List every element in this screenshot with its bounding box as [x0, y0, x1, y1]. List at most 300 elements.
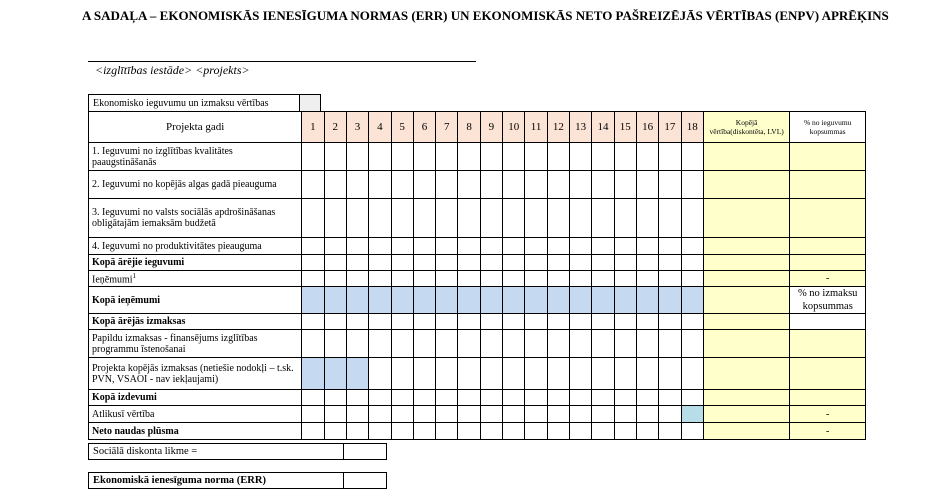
year-cell[interactable] — [525, 423, 547, 440]
year-cell[interactable] — [570, 314, 592, 330]
year-cell[interactable] — [436, 330, 458, 358]
year-cell[interactable] — [480, 143, 502, 171]
total-value-cell[interactable] — [703, 255, 790, 271]
year-cell[interactable] — [659, 199, 681, 238]
year-cell[interactable] — [302, 406, 324, 423]
year-cell[interactable] — [413, 271, 435, 287]
year-cell[interactable] — [592, 238, 614, 255]
year-cell[interactable] — [324, 406, 346, 423]
year-cell[interactable] — [436, 287, 458, 314]
year-cell[interactable] — [681, 143, 703, 171]
year-cell[interactable] — [570, 330, 592, 358]
year-cell[interactable] — [570, 255, 592, 271]
year-cell[interactable] — [614, 390, 636, 406]
row-label — [89, 143, 302, 171]
year-cell[interactable] — [324, 143, 346, 171]
year-cell[interactable] — [480, 406, 502, 423]
year-cell[interactable] — [369, 238, 391, 255]
year-cell[interactable] — [570, 287, 592, 314]
pct-cell — [790, 238, 866, 255]
year-cell[interactable] — [659, 390, 681, 406]
year-cell[interactable] — [458, 406, 480, 423]
year-cell[interactable] — [570, 238, 592, 255]
year-cell[interactable] — [503, 423, 525, 440]
year-cell[interactable] — [592, 406, 614, 423]
table-row — [89, 314, 866, 330]
year-cell[interactable] — [413, 390, 435, 406]
year-cell[interactable] — [324, 199, 346, 238]
table-row — [89, 255, 866, 271]
year-cell[interactable] — [570, 199, 592, 238]
discount-rate-value[interactable] — [344, 444, 387, 460]
year-cell[interactable] — [547, 406, 569, 423]
year-cell[interactable] — [458, 171, 480, 199]
total-value-cell[interactable] — [703, 143, 790, 171]
total-value-cell[interactable] — [703, 271, 790, 287]
evaluation-header-box — [88, 94, 321, 112]
year-cell[interactable] — [413, 423, 435, 440]
year-cell[interactable] — [525, 390, 547, 406]
year-cell[interactable] — [547, 271, 569, 287]
year-cell[interactable] — [346, 143, 368, 171]
year-cell[interactable] — [636, 238, 658, 255]
year-cell[interactable] — [369, 358, 391, 390]
year-cell[interactable] — [458, 390, 480, 406]
year-header: 18 — [681, 112, 703, 143]
total-value-cell[interactable] — [703, 199, 790, 238]
year-cell[interactable] — [614, 255, 636, 271]
year-header: 14 — [592, 112, 614, 143]
year-cell[interactable] — [480, 255, 502, 271]
year-cell[interactable] — [636, 271, 658, 287]
year-label: Projekta gadi — [89, 112, 302, 143]
row-label — [89, 171, 302, 199]
year-cell[interactable] — [592, 199, 614, 238]
row-label-text: Kopā ārējās izmaksas — [92, 316, 186, 327]
year-header: 6 — [413, 112, 435, 143]
year-cell[interactable] — [413, 199, 435, 238]
year-cell[interactable] — [413, 238, 435, 255]
total-value-cell[interactable] — [703, 238, 790, 255]
err-value[interactable] — [344, 473, 387, 489]
year-cell[interactable] — [592, 330, 614, 358]
year-cell[interactable] — [681, 255, 703, 271]
year-cell[interactable] — [480, 238, 502, 255]
year-cell[interactable] — [503, 238, 525, 255]
err-box — [88, 472, 387, 489]
evaluation-header-cell[interactable] — [300, 95, 321, 112]
err-label: Ekonomiskā ienesīguma norma (ERR) — [89, 473, 344, 489]
year-cell[interactable] — [614, 238, 636, 255]
row-label-text: Kopā ieņēmumi — [92, 294, 161, 306]
year-cell[interactable] — [391, 199, 413, 238]
year-cell[interactable] — [636, 171, 658, 199]
year-cell[interactable] — [636, 406, 658, 423]
year-cell[interactable] — [413, 171, 435, 199]
row-label-text: 1. Ieguvumi no izglītības kvalitātes paaugstināšanās — [92, 145, 233, 168]
year-cell[interactable] — [391, 358, 413, 390]
year-cell[interactable] — [570, 406, 592, 423]
year-cell[interactable] — [614, 287, 636, 314]
year-cell[interactable] — [547, 423, 569, 440]
year-cell[interactable] — [480, 199, 502, 238]
year-cell[interactable] — [346, 171, 368, 199]
year-cell[interactable] — [592, 358, 614, 390]
year-cell[interactable] — [324, 423, 346, 440]
table-row — [89, 330, 866, 358]
year-cell[interactable] — [302, 314, 324, 330]
year-cell[interactable] — [369, 287, 391, 314]
year-cell[interactable] — [614, 406, 636, 423]
year-cell[interactable] — [525, 171, 547, 199]
year-cell[interactable] — [636, 314, 658, 330]
year-cell[interactable] — [413, 330, 435, 358]
row-label-text: 4. Ieguvumi no produktivitātes pieauguma — [92, 240, 262, 252]
year-cell[interactable] — [480, 390, 502, 406]
year-cell[interactable] — [592, 314, 614, 330]
year-header: 16 — [636, 112, 658, 143]
year-cell[interactable] — [436, 358, 458, 390]
year-cell[interactable] — [458, 314, 480, 330]
year-cell[interactable] — [436, 238, 458, 255]
year-cell[interactable] — [525, 143, 547, 171]
year-cell[interactable] — [659, 143, 681, 171]
year-cell[interactable] — [369, 406, 391, 423]
year-cell[interactable] — [436, 406, 458, 423]
year-cell[interactable] — [525, 255, 547, 271]
year-cell[interactable] — [391, 406, 413, 423]
year-cell[interactable] — [659, 255, 681, 271]
year-cell[interactable] — [681, 390, 703, 406]
year-cell[interactable] — [458, 358, 480, 390]
table-row — [89, 143, 866, 171]
year-cell[interactable] — [369, 143, 391, 171]
year-cell[interactable] — [525, 314, 547, 330]
year-cell[interactable] — [614, 358, 636, 390]
year-cell[interactable] — [302, 271, 324, 287]
year-cell[interactable] — [302, 238, 324, 255]
year-cell[interactable] — [570, 358, 592, 390]
year-cell[interactable] — [436, 199, 458, 238]
year-cell[interactable] — [503, 287, 525, 314]
year-cell[interactable] — [391, 143, 413, 171]
year-header: 15 — [614, 112, 636, 143]
year-cell[interactable] — [458, 330, 480, 358]
year-cell[interactable] — [592, 271, 614, 287]
year-cell[interactable] — [659, 406, 681, 423]
year-cell[interactable] — [659, 358, 681, 390]
year-cell[interactable] — [636, 330, 658, 358]
year-cell[interactable] — [346, 287, 368, 314]
year-cell[interactable] — [369, 271, 391, 287]
year-cell[interactable] — [413, 255, 435, 271]
year-cell[interactable] — [525, 199, 547, 238]
year-cell[interactable] — [413, 406, 435, 423]
year-cell[interactable] — [592, 143, 614, 171]
year-cell[interactable] — [346, 330, 368, 358]
year-cell[interactable] — [391, 255, 413, 271]
year-cell[interactable] — [369, 199, 391, 238]
year-cell[interactable] — [636, 199, 658, 238]
year-cell[interactable] — [346, 390, 368, 406]
row-label — [89, 358, 302, 390]
year-cell[interactable] — [503, 314, 525, 330]
year-cell[interactable] — [503, 255, 525, 271]
year-cell[interactable] — [346, 199, 368, 238]
year-cell[interactable] — [324, 314, 346, 330]
year-cell[interactable] — [391, 271, 413, 287]
year-cell[interactable] — [659, 314, 681, 330]
year-cell[interactable] — [346, 271, 368, 287]
underline — [88, 61, 476, 62]
year-header: 7 — [436, 112, 458, 143]
year-cell[interactable] — [592, 171, 614, 199]
year-cell[interactable] — [480, 271, 502, 287]
year-cell[interactable] — [480, 358, 502, 390]
year-cell[interactable] — [324, 287, 346, 314]
year-cell[interactable] — [681, 171, 703, 199]
year-cell[interactable] — [614, 423, 636, 440]
year-cell[interactable] — [681, 358, 703, 390]
year-cell[interactable] — [614, 199, 636, 238]
year-cell[interactable] — [391, 287, 413, 314]
year-cell[interactable] — [547, 199, 569, 238]
year-cell[interactable] — [391, 314, 413, 330]
year-cell[interactable] — [547, 358, 569, 390]
pct-cell: - — [790, 271, 866, 287]
year-cell[interactable] — [302, 330, 324, 358]
year-cell[interactable] — [681, 271, 703, 287]
year-cell[interactable] — [681, 238, 703, 255]
year-cell[interactable] — [458, 238, 480, 255]
total-value-cell[interactable] — [703, 314, 790, 330]
year-cell[interactable] — [659, 423, 681, 440]
year-cell[interactable] — [503, 271, 525, 287]
year-cell[interactable] — [681, 330, 703, 358]
year-cell[interactable] — [413, 143, 435, 171]
year-cell[interactable] — [324, 255, 346, 271]
table-row — [89, 390, 866, 406]
year-cell[interactable] — [346, 358, 368, 390]
year-cell[interactable] — [346, 314, 368, 330]
year-cell[interactable] — [302, 423, 324, 440]
year-cell[interactable] — [525, 238, 547, 255]
year-cell[interactable] — [302, 287, 324, 314]
year-cell[interactable] — [614, 171, 636, 199]
year-cell[interactable] — [659, 238, 681, 255]
year-cell[interactable] — [614, 271, 636, 287]
year-cell[interactable] — [458, 287, 480, 314]
total-value-cell[interactable] — [703, 423, 790, 440]
year-cell[interactable] — [614, 143, 636, 171]
year-cell[interactable] — [614, 330, 636, 358]
year-cell[interactable] — [436, 171, 458, 199]
year-cell[interactable] — [503, 330, 525, 358]
year-cell[interactable] — [659, 171, 681, 199]
row-label-text: Neto naudas plūsma — [92, 425, 179, 437]
year-cell[interactable] — [436, 143, 458, 171]
year-cell[interactable] — [681, 199, 703, 238]
year-cell[interactable] — [570, 423, 592, 440]
year-cell[interactable] — [480, 423, 502, 440]
row-label — [89, 314, 302, 330]
row-label-text: Projekta kopējās izmaksas (netiešie nodokļi – t.sk. PVN, VSAOI - nav iekļaujami) — [92, 362, 294, 385]
year-cell[interactable] — [547, 287, 569, 314]
year-cell[interactable] — [346, 406, 368, 423]
year-cell[interactable] — [369, 423, 391, 440]
year-cell[interactable] — [570, 390, 592, 406]
year-cell[interactable] — [659, 271, 681, 287]
year-cell[interactable] — [681, 423, 703, 440]
year-cell[interactable] — [636, 358, 658, 390]
year-header: 3 — [346, 112, 368, 143]
year-cell[interactable] — [659, 287, 681, 314]
year-cell[interactable] — [592, 287, 614, 314]
year-cell[interactable] — [525, 287, 547, 314]
row-label — [89, 287, 302, 314]
year-header: 17 — [659, 112, 681, 143]
year-cell[interactable] — [503, 406, 525, 423]
total-value-cell[interactable] — [703, 390, 790, 406]
year-cell[interactable] — [503, 171, 525, 199]
year-header: 1 — [302, 112, 324, 143]
year-cell[interactable] — [547, 314, 569, 330]
year-cell[interactable] — [636, 390, 658, 406]
year-cell[interactable] — [324, 171, 346, 199]
year-cell[interactable] — [458, 199, 480, 238]
year-cell[interactable] — [324, 271, 346, 287]
year-cell[interactable] — [636, 423, 658, 440]
total-value-cell[interactable] — [703, 287, 790, 314]
year-cell[interactable] — [391, 390, 413, 406]
year-cell[interactable] — [681, 314, 703, 330]
year-cell[interactable] — [547, 390, 569, 406]
year-cell[interactable] — [369, 390, 391, 406]
year-cell[interactable] — [346, 255, 368, 271]
year-cell[interactable] — [570, 271, 592, 287]
year-cell[interactable] — [302, 358, 324, 390]
year-cell[interactable] — [302, 199, 324, 238]
year-cell[interactable] — [458, 271, 480, 287]
year-cell[interactable] — [503, 199, 525, 238]
row-label — [89, 423, 302, 440]
pct-cell: - — [790, 406, 866, 423]
year-cell[interactable] — [659, 330, 681, 358]
year-cell[interactable] — [503, 143, 525, 171]
year-cell[interactable] — [436, 271, 458, 287]
year-cell[interactable] — [391, 330, 413, 358]
year-cell[interactable] — [480, 287, 502, 314]
year-cell[interactable] — [480, 330, 502, 358]
year-cell[interactable] — [636, 255, 658, 271]
year-cell[interactable] — [413, 314, 435, 330]
year-cell[interactable] — [547, 238, 569, 255]
row-label-text: Kopā ārējie ieguvumi — [92, 257, 185, 268]
year-cell[interactable] — [369, 171, 391, 199]
year-cell[interactable] — [681, 406, 703, 423]
year-cell[interactable] — [346, 238, 368, 255]
year-cell[interactable] — [391, 171, 413, 199]
total-value-cell[interactable] — [703, 358, 790, 390]
pct-cell — [790, 171, 866, 199]
year-cell[interactable] — [369, 314, 391, 330]
year-header: 8 — [458, 112, 480, 143]
row-label — [89, 255, 302, 271]
pct-cell — [790, 199, 866, 238]
year-cell[interactable] — [570, 143, 592, 171]
year-cell[interactable] — [324, 238, 346, 255]
year-cell[interactable] — [525, 406, 547, 423]
total-value-cell[interactable] — [703, 330, 790, 358]
year-cell[interactable] — [547, 171, 569, 199]
year-cell[interactable] — [302, 171, 324, 199]
year-cell[interactable] — [636, 287, 658, 314]
total-value-cell[interactable] — [703, 171, 790, 199]
pct-cell — [790, 314, 866, 330]
year-cell[interactable] — [324, 390, 346, 406]
discount-rate-label: Sociālā diskonta likme = — [89, 444, 344, 460]
year-cell[interactable] — [525, 358, 547, 390]
year-cell[interactable] — [391, 238, 413, 255]
year-cell[interactable] — [302, 255, 324, 271]
row-label — [89, 330, 302, 358]
year-cell[interactable] — [346, 423, 368, 440]
year-cell[interactable] — [503, 358, 525, 390]
table-row — [89, 271, 866, 287]
year-cell[interactable] — [525, 271, 547, 287]
footnote-marker: 1 — [132, 272, 137, 281]
year-cell[interactable] — [525, 330, 547, 358]
year-cell[interactable] — [547, 255, 569, 271]
year-cell[interactable] — [592, 423, 614, 440]
year-cell[interactable] — [636, 143, 658, 171]
header-row — [89, 112, 866, 143]
year-cell[interactable] — [302, 143, 324, 171]
year-cell[interactable] — [503, 390, 525, 406]
year-cell[interactable] — [614, 314, 636, 330]
year-cell[interactable] — [592, 390, 614, 406]
discount-rate-box — [88, 443, 387, 460]
year-cell[interactable] — [480, 314, 502, 330]
year-cell[interactable] — [324, 330, 346, 358]
year-cell[interactable] — [324, 358, 346, 390]
year-cell[interactable] — [369, 255, 391, 271]
year-cell[interactable] — [570, 171, 592, 199]
pct-benefits-header: % no ieguvumu kopsummas — [790, 112, 866, 143]
year-cell[interactable] — [413, 358, 435, 390]
year-cell[interactable] — [458, 143, 480, 171]
year-cell[interactable] — [480, 171, 502, 199]
pct-cell — [790, 358, 866, 390]
year-cell[interactable] — [436, 390, 458, 406]
year-cell[interactable] — [547, 330, 569, 358]
table-row — [89, 238, 866, 255]
year-cell[interactable] — [547, 143, 569, 171]
year-cell[interactable] — [458, 423, 480, 440]
year-cell[interactable] — [436, 255, 458, 271]
year-cell[interactable] — [391, 423, 413, 440]
year-cell[interactable] — [681, 287, 703, 314]
year-cell[interactable] — [369, 330, 391, 358]
year-cell[interactable] — [413, 287, 435, 314]
year-cell[interactable] — [436, 314, 458, 330]
total-value-cell[interactable] — [703, 406, 790, 423]
year-cell[interactable] — [302, 390, 324, 406]
year-cell[interactable] — [436, 423, 458, 440]
year-cell[interactable] — [458, 255, 480, 271]
year-cell[interactable] — [592, 255, 614, 271]
year-header: 10 — [503, 112, 525, 143]
